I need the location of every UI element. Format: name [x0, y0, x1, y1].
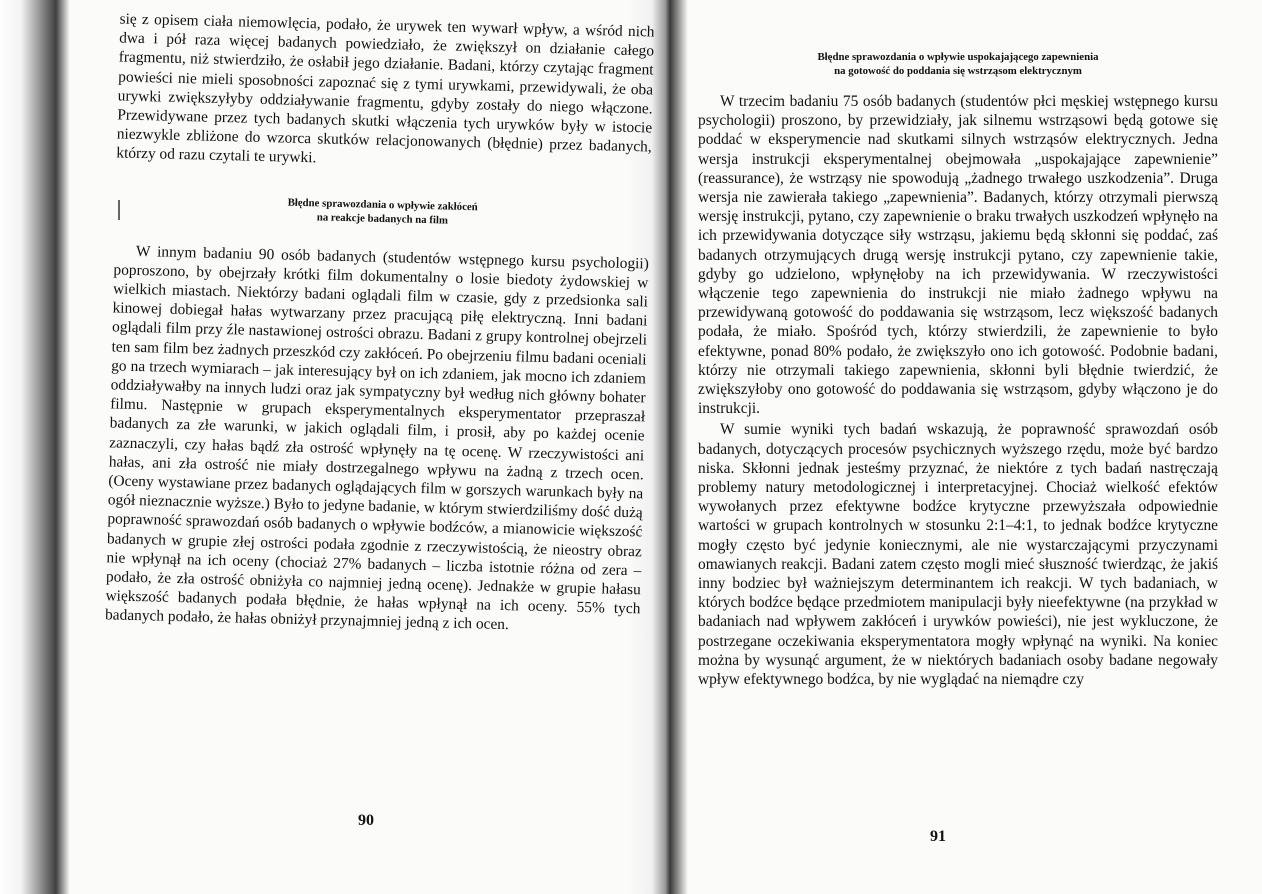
page-number-left: 90 [358, 812, 374, 829]
left-page [100, 1, 655, 834]
right-heading-line1: Błędne sprawozdania o wpływie uspokajającego zapewnienia [817, 51, 1099, 63]
page-number-right: 91 [930, 828, 946, 845]
left-section-heading [115, 191, 651, 232]
right-paragraph-2: W sumie wyniki tych badań wskazują, że poprawność sprawozdań osób badanych, dotyczących procesów psychicznych wyższego rzędu, może być bardzo niska. Skłonni jednak jesteśmy przyznać, że niektóre z tych badań nastręczają problemy natury metodologicznej i interpretacyjnej. Chociaż wielkość efektów wywołanych przez efektywne bodźce krytyczne przewyższała odpowiednie wartości w grupach kontrolnych w stosunku 2:1–4:1, to jednak bodźce krytyczne mogły często być jedynie koniecznymi, ale nie wystarczającymi przyczynami omawianych reakcji. Badani zatem często mogli mieć słuszność twierdząc, że jakiś inny bodziec był ważniejszym determinantem ich reakcji. W tych badaniach, w których bodźce będące przedmiotem manipulacji były nieefektywne (na przykład w badaniach nad wpływem zakłóceń i urywków powieści), nie jest wykluczone, że postrzegane oczekiwania eksperymentatora mogły wpłynąć na wyniki. Na koniec można by wysunąć argument, że w niektórych badaniach osoby badane negowały wpływ efektywnego bodźca, by nie wyglądać na niemądre czy [698, 421, 1218, 689]
left-paragraph: W innym badaniu 90 osób badanych (studentów wstępnego kursu psychologii) poproszono, by obejrzały krótki film dokumentalny o losie biedoty żydowskiej w wielkich miastach. Niektórzy badani oglądali film w czasie, gdy z przedsionka sali kinowej dobiegał hałas wytwarzany przez pracującą piłę elektryczną. Inni badani oglądali film przy źle nastawionej ostrości obrazu. Badani z grupy kontrolnej obejrzeli ten sam film bez żadnych przeszkód czy zakłóceń. Po obejrzeniu filmu badani oceniali go na trzech wymiarach – jak interesujący był on ich zdaniem, jak mocno ich zdaniem oddziaływałby na innych ludzi oraz jak sympatyczny był według nich główny bohater filmu. Następnie w grupach eksperymentalnych eksperymentator przepraszał badanych za złe warunki, w jakich oglądali film, i prosił, aby po każdej ocenie zaznaczyli, czy hałas bądź zła ostrość wpłynęły na tę ocenę. W rzeczywistości ani hałas, ani zła ostrość nie miały dostrzegalnego wpływu na żadną z trzech ocen. (Oceny wystawiane przez badanych oglądających film w gorszych warunkach były na ogół nieznacznie wyższe.) Było to jedyne badanie, w którym stwierdziliśmy dość dużą poprawność sprawozdań osób badanych o wpływie bodźców, a mianowicie większość badanych w grupie złej ostrości podała zgodnie z rzeczywistością, że nieostry obraz nie wpłynął na ich oceny (chociaż 27% badanych – liczba istotnie różna od zera – podało, że zła ostrość obniżyła co najmniej jedną ocenę). Jednakże w grupie hałasu większość badanych podała błędnie, że hałas wpłynął na ich oceny. 55% tych badanych podało, że hałas obniżył przynajmniej jedną z ich ocen. [104, 242, 650, 634]
left-paragraph-continued: się z opisem ciała niemowlęcia, podało, że urywek ten wywarł wpływ, a wśród nich dwa i pół raza więcej badanych powiedziało, że zwiększył on działanie całego fragmentu, niż stwierdziło, że osłabił jego działanie. Badani, którzy czytając fragment powieści nie mieli sposobności zapoznać się z tymi urywkami, przewidywali, że oba urywki zwiększyłyby oddziaływanie fragmentu, gdyby zostały do niego włączone. Przewidywane przez tych badanych skutki włączenia tych urywków były w istocie niezwykle zbliżone do wzorca skutków relacjonowanych (błędnie) przez badanych, którzy od razu czytali te urywki. [116, 10, 655, 167]
left-page-edge [0, 0, 70, 894]
left-heading-line1: Błędne sprawozdania o wpływie zakłóceń [287, 196, 478, 213]
right-paragraph-1: W trzecim badaniu 75 osób badanych (studentów płci męskiej wstępnego kursu psychologii) proszono, by przewidziały, jak silnemu wstrząsowi będą gotowe się poddać w eksperymencie nad skutkami silnych wstrząsów elektrycznych. Jedna wersja instrukcji eksperymentalnej obejmowała „uspokajające zapewnienie” (reassurance), że wstrząsy nie spowodują „żadnego trwałego uszkodzenia”. Druga wersja nie zawierała takiego „zapewnienia”. Badanych, którzy otrzymali pierwszą wersję instrukcji, pytano, czy zapewnienie o braku trwałych uszkodzeń wpłynęło na ich przewidywania dotyczące siły wstrząsu, jakiemu będą skłonni się poddać, zaś badanych otrzymujących drugą wersję instrukcji pytano, czy zapewnienie takie, gdyby go udzielono, wpłynęłoby na ich przewidywania. W rzeczywistości włączenie tego zapewnienia do instrukcji nie miało żadnego wpływu na przewidywaną gotowość do poddawania się wstrząsom, lecz większość badanych podała, że miało. Spośród tych, którzy stwierdzili, że zapewnienie to było efektywne, ponad 80% podało, że zwiększyło ono ich gotowość. Podobnie badani, którzy nie otrzymali takiego zapewnienia, skłonni byli błędnie twierdzić, że zwiększyłoby ono gotowość do poddawania się wstrząsom, gdyby włączono je do instrukcji. [698, 93, 1218, 418]
right-heading-line2: na gotowość do poddania się wstrząsom elektrycznym [834, 65, 1082, 77]
right-section-heading [698, 50, 1218, 78]
left-heading-line2: na reakcje badanych na film [316, 210, 449, 227]
right-page [698, 50, 1218, 830]
